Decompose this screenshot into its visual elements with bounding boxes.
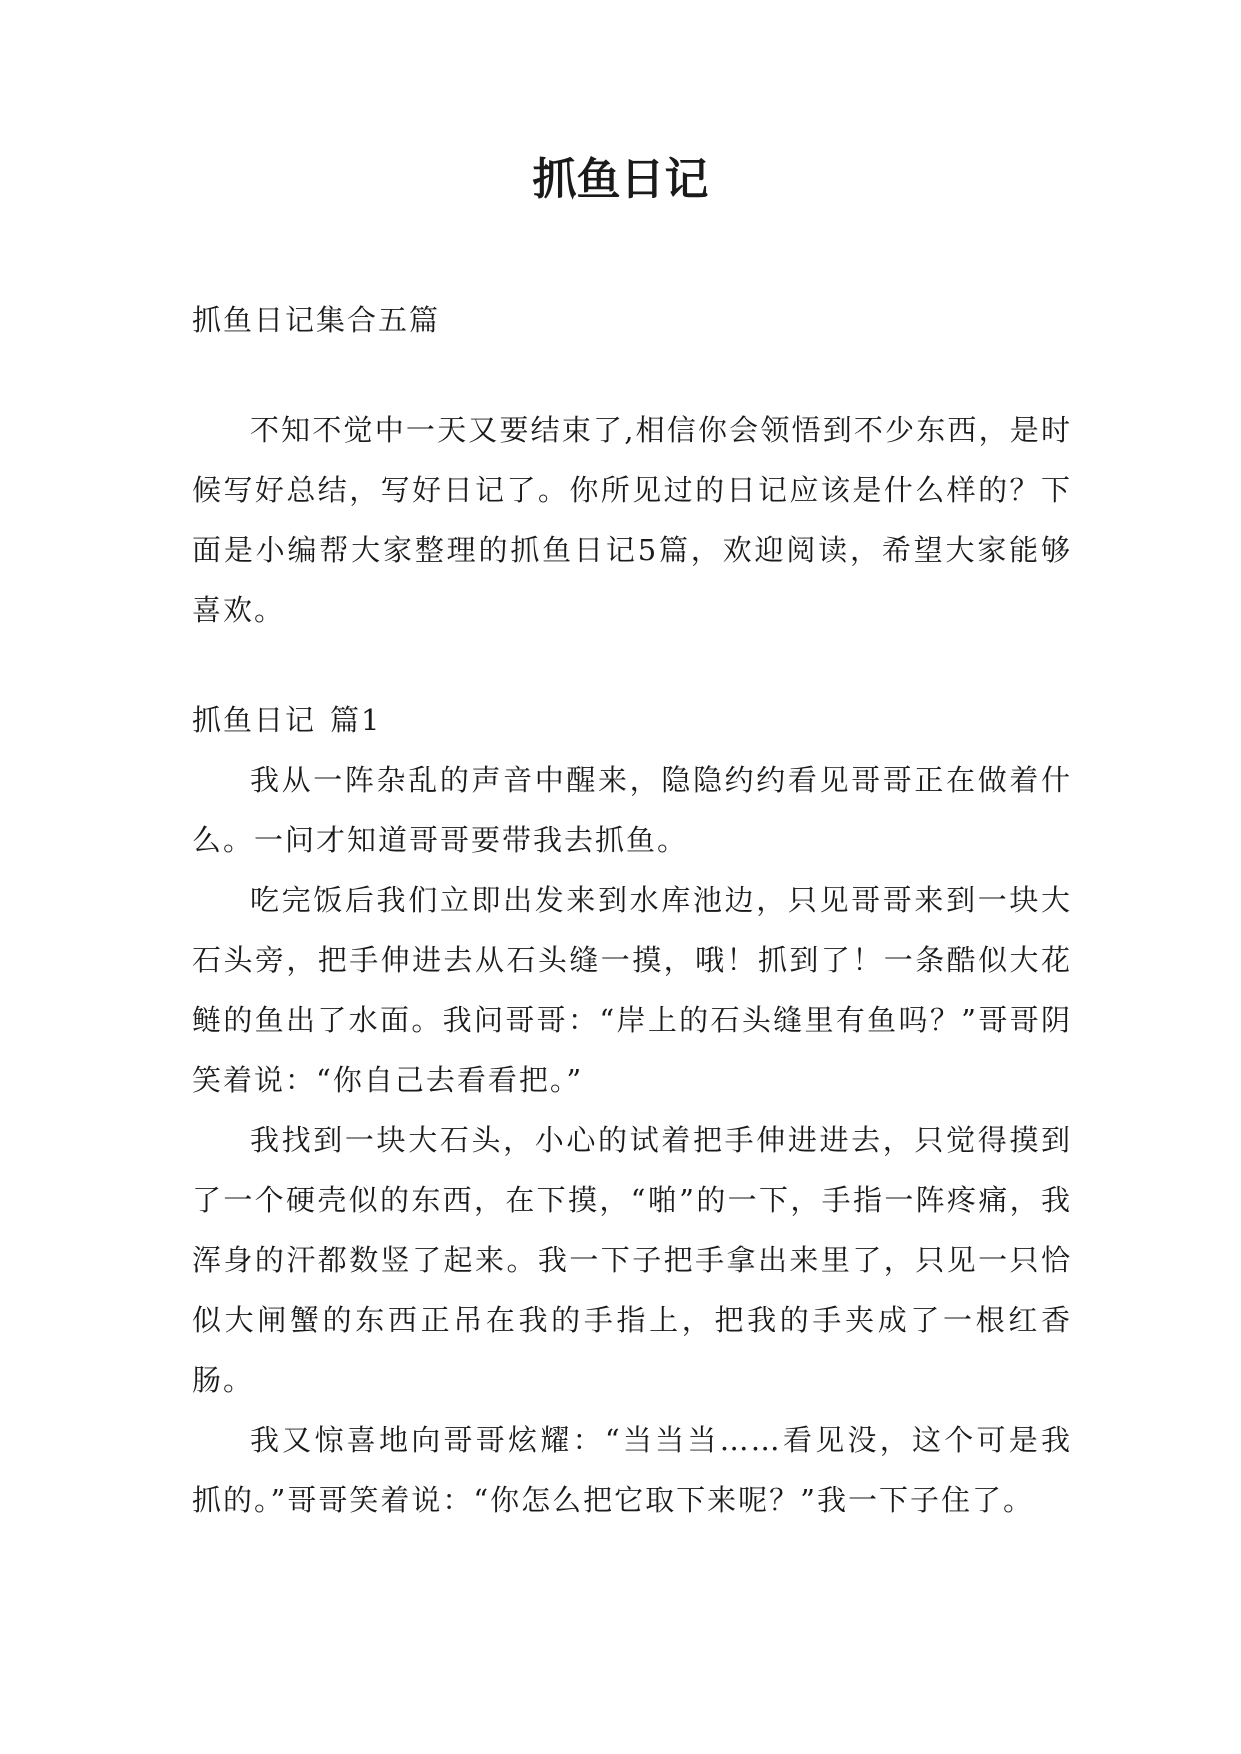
section-title: 抓鱼日记 <box>192 703 317 737</box>
page-title: 抓鱼日记 <box>532 154 709 205</box>
section-heading <box>192 690 1072 750</box>
document-subtitle: 抓鱼日记集合五篇 <box>192 303 441 337</box>
body-paragraph: 我从一阵杂乱的声音中醒来，隐隐约约看见哥哥正在做着什么。一问才知道哥哥要带我去抓鱼。 <box>192 763 1072 857</box>
body-paragraph: 吃完饭后我们立即出发来到水库池边，只见哥哥来到一块大石头旁，把手伸进去从石头缝一摸，哦！抓到了！一条酷似大花鲢的鱼出了水面。我问哥哥：“岸上的石头缝里有鱼吗？”哥哥阴笑着说：“你自己去看看把。” <box>192 883 1072 1097</box>
body-paragraph: 我又惊喜地向哥哥炫耀：“当当当……看见没，这个可是我抓的。”哥哥笑着说：“你怎么把它取下来呢？”我一下子住了。 <box>192 1423 1072 1517</box>
intro-paragraph: 不知不觉中一天又要结束了,相信你会领悟到不少东西，是时候写好总结，写好日记了。你所见过的日记应该是什么样的？下面是小编帮大家整理的抓鱼日记5篇，欢迎阅读，希望大家能够喜欢。 <box>192 413 1072 627</box>
section-number: 篇1 <box>330 703 382 737</box>
section-body <box>192 750 1072 1530</box>
body-paragraph: 我找到一块大石头，小心的试着把手伸进进去，只觉得摸到了一个硬壳似的东西，在下摸，“啪”的一下，手指一阵疼痛，我浑身的汗都数竖了起来。我一下子把手拿出来里了，只见一只恰似大闸蟹的东西正吊在我的手指上，把我的手夹成了一根红香肠。 <box>192 1123 1072 1397</box>
